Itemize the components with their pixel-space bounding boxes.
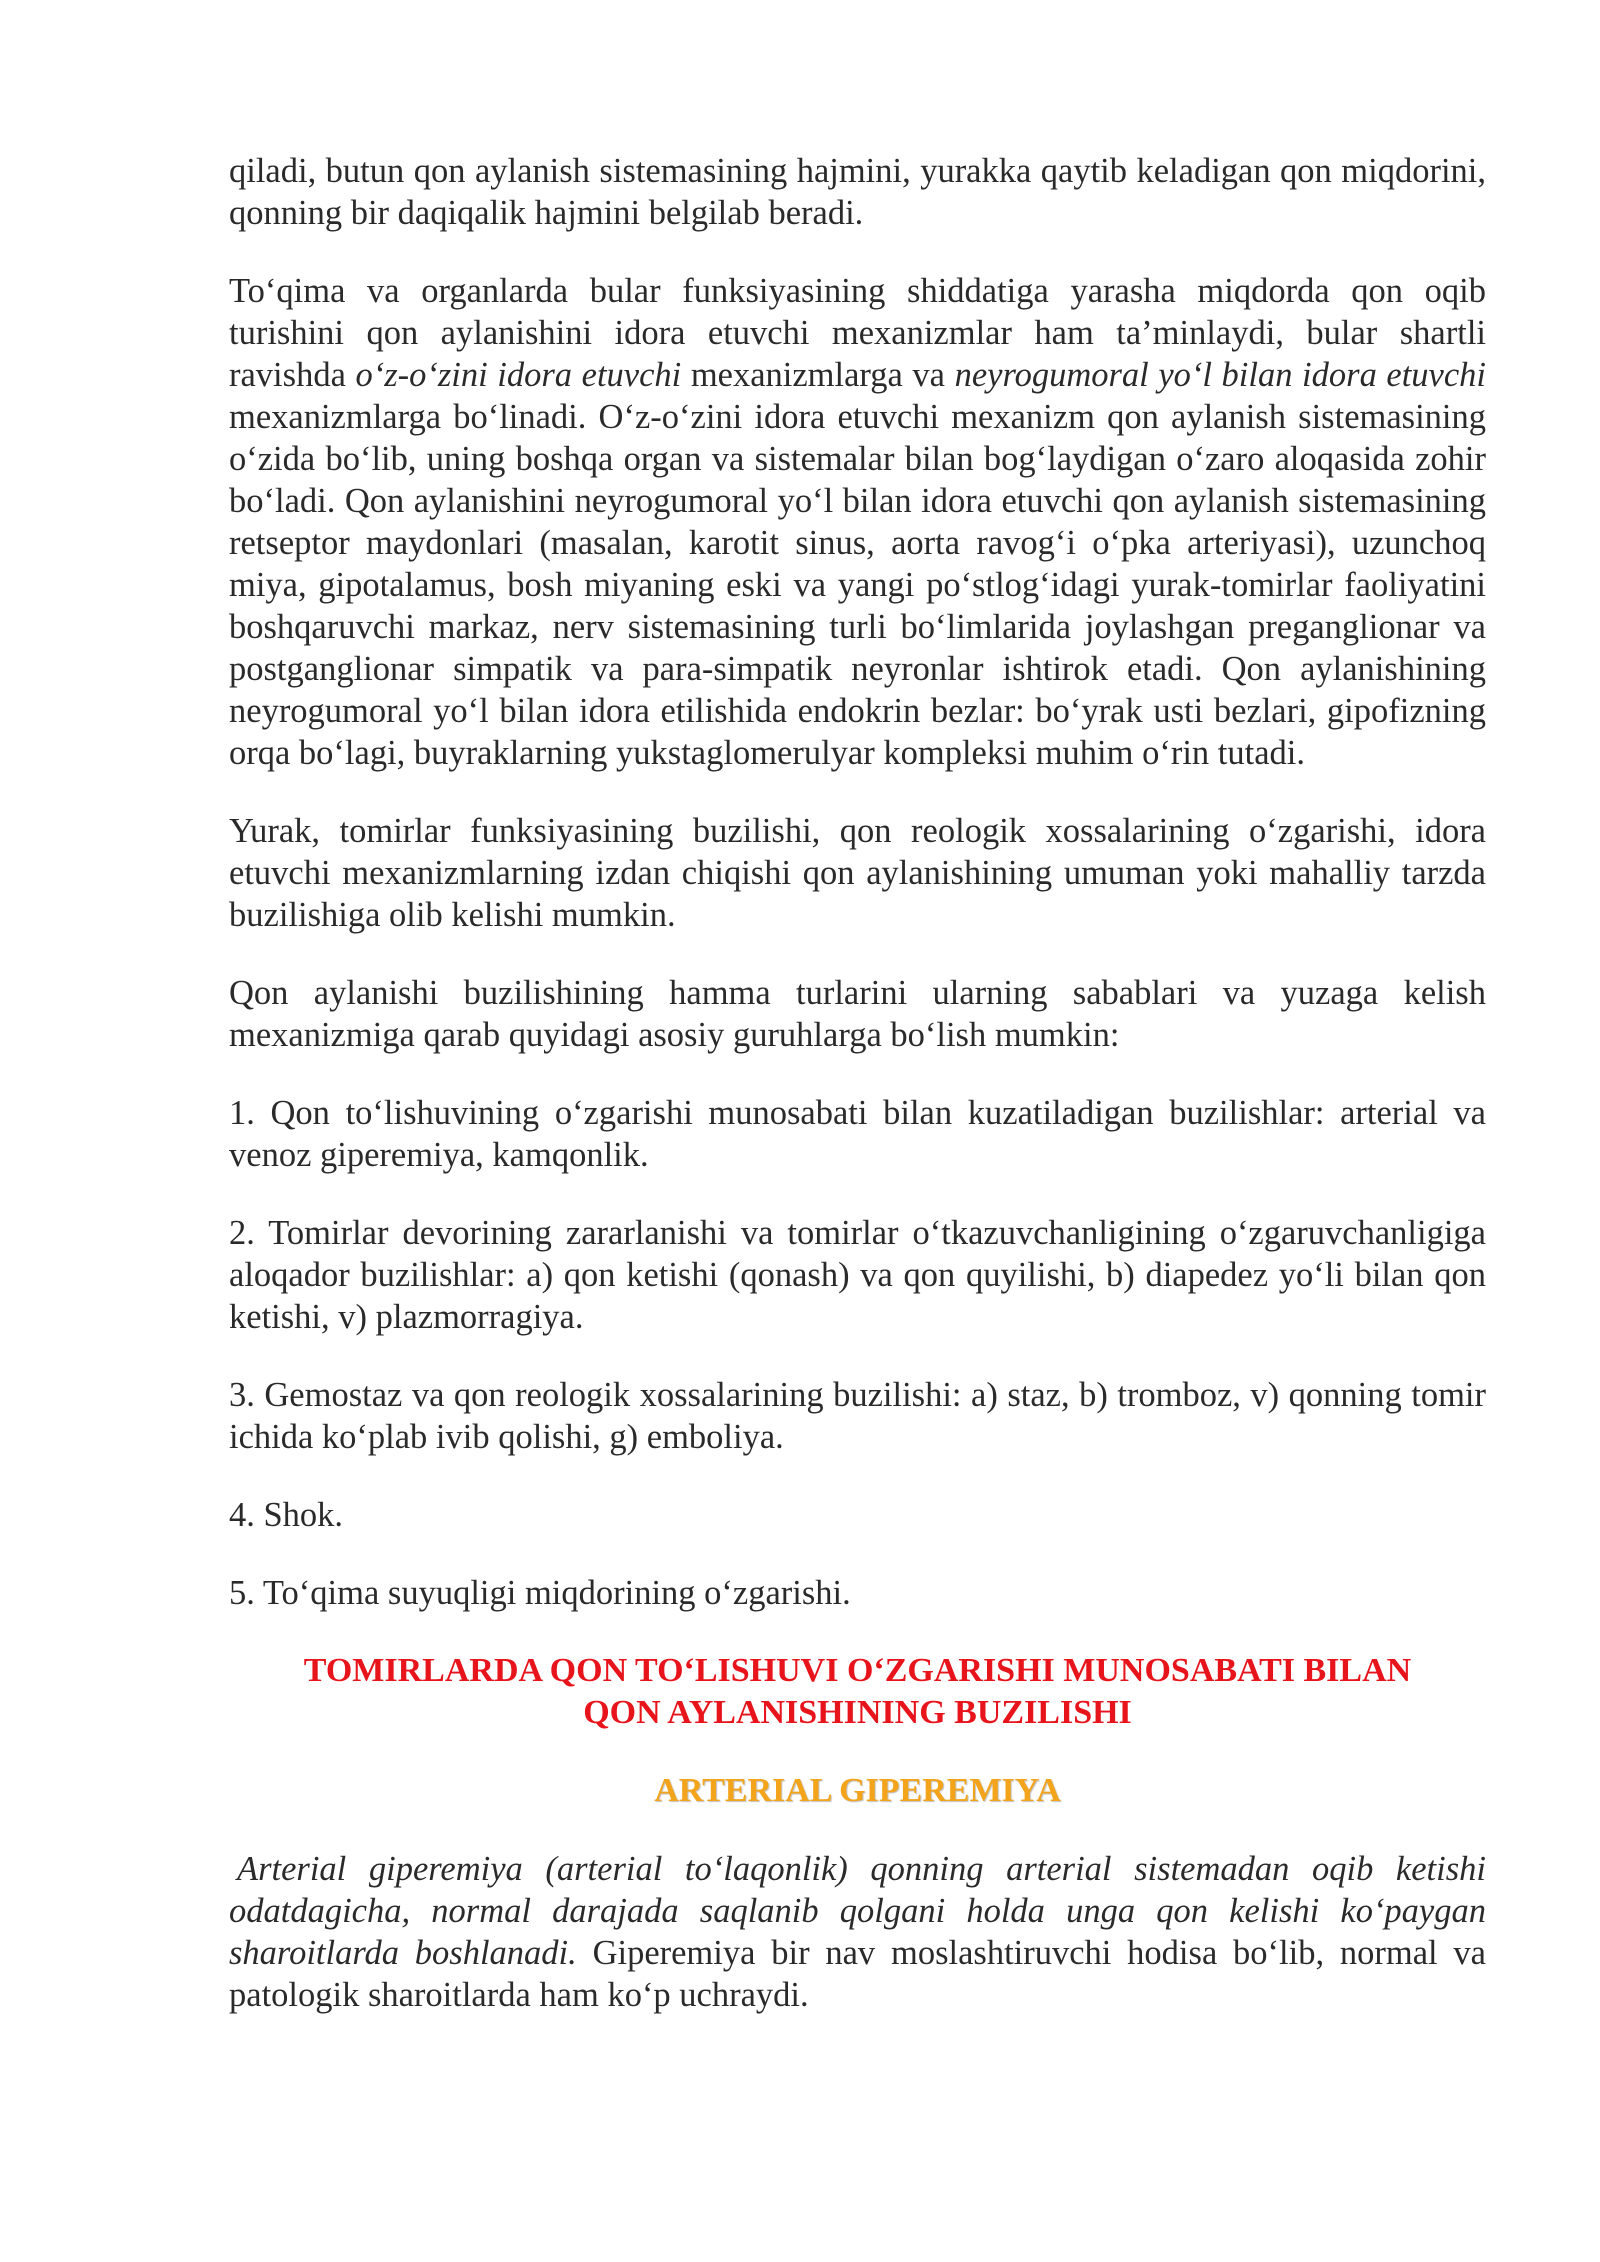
list-item: 1. Qon to‘lishuvining o‘zgarishi munosabati bilan kuzatiladigan buzilishlar: arterial va venoz giperemiya, kamqonlik. xyxy=(229,1094,1486,1174)
document-page xyxy=(229,150,1486,2052)
section-heading-line1: TOMIRLARDA QON TO‘LISHUVI O‘ZGARISHI MUNOSABATI BILAN xyxy=(303,1652,1412,1689)
paragraph-regulation xyxy=(229,270,1486,774)
paragraph-regulation-text-a: To‘qima va organlarda bular funksiyasining shiddatiga yarasha miqdorda qon oqib turishini qon aylanishini idora etuvchi mexanizmlar ham ta’minlaydi, bular shartli ravishda xyxy=(229,272,1486,394)
paragraph-regulation-text-c: mexanizmlarga bo‘linadi. O‘z-o‘zini idora etuvchi mexanizm qon aylanish sistemasining o‘zida bo‘lib, uning boshqa organ va sistemalar bilan bog‘laydigan o‘zaro aloqasida zohir bo‘ladi. Qon aylanishini neyrogumoral yo‘l bilan idora etuvchi qon aylanish sistemasining retseptor maydonlari (masalan, karotit sinus, aorta ravog‘i o‘pka arteriyasi), uzunchoq miya, gipotalamus, bosh miyaning eski va yangi po‘stlog‘idagi yurak-tomirlar faoliyatini boshqaruvchi markaz, nerv sistemasining turli bo‘limlarida joylashgan preganglionar va postganglionar simpatik va para-simpatik neyronlar ishtirok etadi. Qon aylanishining neyrogumoral yo‘l bilan idora etilishida endokrin bezlar: bo‘yrak usti bezlari, gipofizning orqa bo‘lagi, buyraklarning yukstaglomerulyar kompleksi muhim o‘rin tutadi. xyxy=(229,398,1486,772)
paragraph-arterial-hyperemia xyxy=(229,1848,1486,2016)
emphasis-self-regulation: o‘z-o‘zini idora etuvchi xyxy=(355,356,682,394)
section-heading xyxy=(229,1650,1486,1734)
list-item: 5. To‘qima suyuqligi miqdorining o‘zgarishi. xyxy=(229,1574,851,1612)
list-item: 3. Gemostaz va qon reologik xossalarining buzilishi: a) staz, b) tromboz, v) qonning tomir ichida ko‘plab ivib qolishi, g) emboliya. xyxy=(229,1376,1486,1456)
paragraph-disorders: Yurak, tomirlar funksiyasining buzilishi, qon reologik xossalarining o‘zgarishi, idora etuvchi mexanizmlarning izdan chiqishi qon aylanishining umuman yoki mahalliy tarzda buzilishiga olib kelishi mumkin. xyxy=(229,812,1486,934)
list-item: 2. Tomirlar devorining zararlanishi va tomirlar o‘tkazuvchanligining o‘zgaruvchanligiga aloqador buzilishlar: a) qon ketishi (qonash) va qon quyilishi, b) diapedez yo‘li bilan qon ketishi, v) plazmorragiya. xyxy=(229,1214,1486,1336)
section-heading-line2: QON AYLANISHINING BUZILISHI xyxy=(583,1694,1132,1731)
list-item: 4. Shok. xyxy=(229,1496,344,1534)
paragraph-groups: Qon aylanishi buzilishining hamma turlarini ularning sabablari va yuzaga kelish mexanizmiga qarab quyidagi asosiy guruhlarga bo‘lish mumkin: xyxy=(229,974,1486,1054)
paragraph-regulation-text-b: mexanizmlarga va xyxy=(681,356,955,394)
paragraph-arterial-hyperemia-rest: Giperemiya bir nav moslashtiruvchi hodisa bo‘lib, normal va patologik sharoitlarda ham ko‘p uchraydi. xyxy=(229,1934,1486,2014)
emphasis-definition: Arterial giperemiya (arterial to‘laqonlik) qonning arterial sistemadan oqib ketishi odatdagicha, normal darajada saqlanib qolgani holda unga qon kelishi ko‘paygan sharoitlarda boshlanadi. xyxy=(229,1850,1486,1972)
paragraph-intro: qiladi, butun qon aylanish sistemasining hajmini, yurakka qaytib keladigan qon miqdorini, qonning bir daqiqalik hajmini belgilab beradi. xyxy=(229,152,1486,232)
subsection-heading: ARTERIAL GIPEREMIYA xyxy=(654,1772,1061,1809)
emphasis-neurohumoral: neyrogumoral yo‘l bilan idora etuvchi xyxy=(954,356,1486,394)
